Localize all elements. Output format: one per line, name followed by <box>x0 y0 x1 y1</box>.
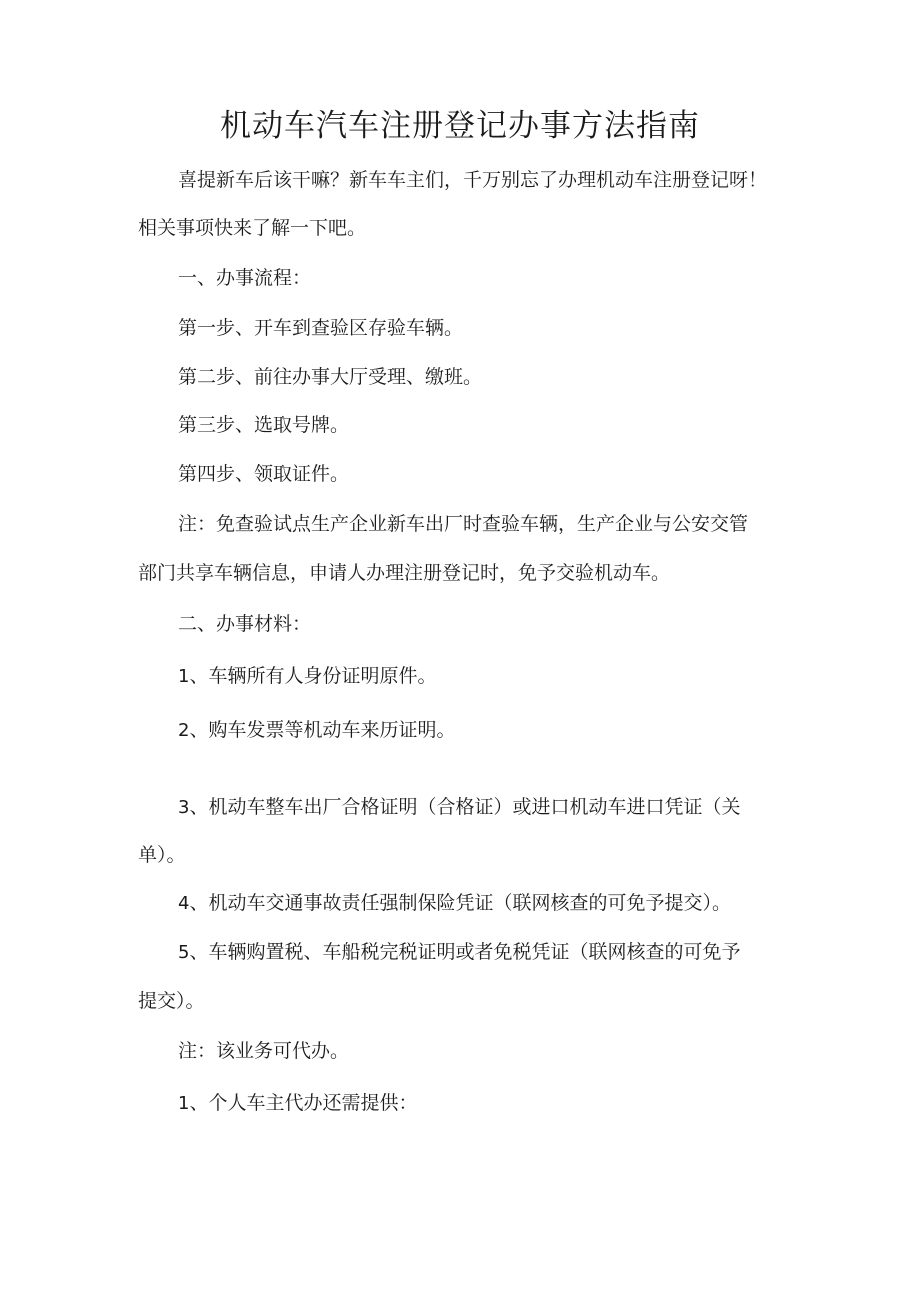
item-number: 1 <box>178 666 190 687</box>
item-text: 、车辆购置税、车船税完税证明或者免税凭证（联网核查的可免予 <box>189 941 741 963</box>
material-item-4 <box>178 889 838 918</box>
section2-heading: 二、办事材料： <box>178 613 312 635</box>
item-number: 1 <box>178 1093 190 1114</box>
note1-line2: 部门共享车辆信息，申请人办理注册登记时，免予交验机动车。 <box>138 562 671 584</box>
step-4: 第四步、领取证件。 <box>178 463 350 485</box>
item-number: 4 <box>178 893 190 914</box>
item-text: 、机动车整车出厂合格证明（合格证）或进口机动车进口凭证（关 <box>189 796 741 818</box>
item-text: 、车辆所有人身份证明原件。 <box>189 665 437 687</box>
item-number: 3 <box>178 797 190 818</box>
material-item-3-line1 <box>178 793 838 822</box>
note2: 注：该业务可代办。 <box>178 1040 350 1062</box>
step-3: 第三步、选取号牌。 <box>178 414 350 436</box>
section1-heading: 一、办事流程： <box>178 267 312 289</box>
item-text: 、机动车交通事故责任强制保险凭证（联网核查的可免予提交）。 <box>189 892 731 914</box>
material-item-5-line1 <box>178 938 838 967</box>
item-text: 、个人车主代办还需提供： <box>189 1092 418 1114</box>
item-number: 2 <box>178 720 190 741</box>
item-number: 5 <box>178 942 190 963</box>
intro-paragraph-line2: 相关事项快来了解一下吧。 <box>138 217 367 239</box>
document-title: 机动车汽车注册登记办事方法指南 <box>220 108 700 144</box>
intro-paragraph-line1: 喜提新车后该干嘛？新车车主们，千万别忘了办理机动车注册登记呀！ <box>178 169 768 191</box>
note1-line1: 注：免查验试点生产企业新车出厂时查验车辆，生产企业与公安交管 <box>178 513 749 535</box>
material-item-2 <box>178 716 838 745</box>
material-item-3-line2: 单）。 <box>138 844 186 866</box>
agent-requirement-item-1 <box>178 1089 838 1118</box>
step-1: 第一步、开车到查验区存验车辆。 <box>178 317 464 339</box>
material-item-1 <box>178 662 838 691</box>
item-text: 、购车发票等机动车来历证明。 <box>189 719 456 741</box>
step-2: 第二步、前往办事大厅受理、缴班。 <box>178 366 483 388</box>
material-item-5-line2: 提交）。 <box>138 990 205 1012</box>
